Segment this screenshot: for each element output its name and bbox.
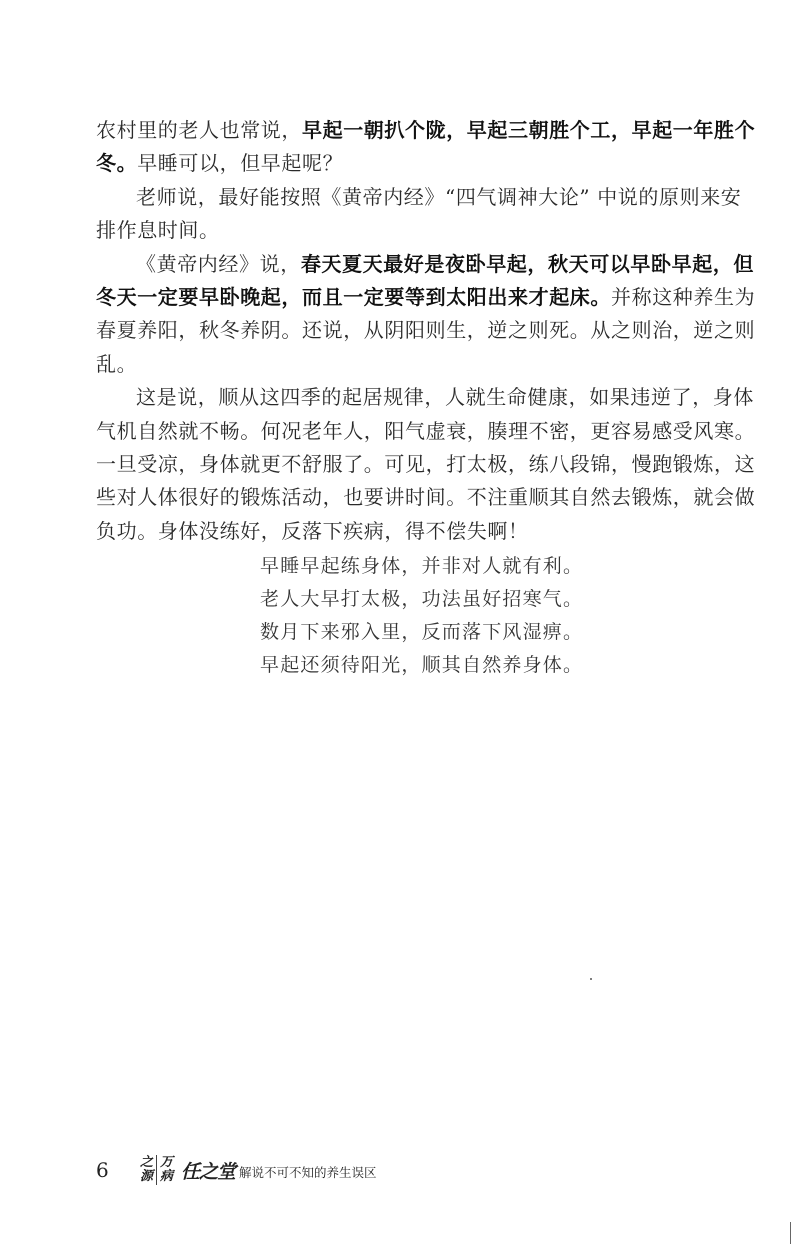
series-logo-char: 源 [140,1169,154,1184]
series-logo-char: 之 [140,1155,154,1170]
series-logo-right [160,1156,173,1184]
series-logo-script: 任之堂 [181,1160,236,1183]
series-logo-char: 万 [160,1155,174,1170]
paragraph-3 [96,248,756,382]
paragraph-1-segment-3: 早睡可以，但早起呢？ [137,151,344,176]
poem-line-4: 早起还须待阳光，顺其自然养身体。 [260,654,584,676]
paragraph-3-bold-rule: 春天夏天最好是夜卧早起，秋天可以早卧早起，但冬天一定要早卧晚起，而且一定要等到太阳出来才起床。 [96,251,755,310]
paragraph-4 [96,381,756,548]
paragraph-1 [96,114,756,181]
paragraph-2-segment-1: 老师说，最好能按照《黄帝内经》“四气调神大论” 中说的原则来安排作息时间。 [96,184,742,243]
paragraph-2 [96,181,756,248]
scan-speck [590,978,592,980]
paragraph-3-segment-1: 《黄帝内经》说， [136,251,301,276]
series-logo-char: 病 [160,1169,174,1184]
poem-verse [260,550,740,682]
paragraph-4-segment-1: 这是说，顺从这四季的起居规律，人就生命健康，如果违逆了，身体气机自然就不畅。何况老年人，阳气虚衰，腠理不密，更容易感受风寒。一旦受凉，身体就更不舒服了。可见，打太极，练八段锦，慢跑锻炼，这些对人体很好的锻炼活动，也要讲时间。不注重顺其自然去锻炼，就会做负功。身体没练好，反落下疾病，得不偿失啊！ [96,385,756,543]
paragraph-1-bold-proverb: 早起一朝扒个陇，早起三朝胜个工，早起一年胜个冬。 [96,118,756,176]
body-text [96,114,756,548]
poem-line-1: 早睡早起练身体，并非对人就有利。 [260,555,584,577]
paragraph-3-segment-3: 并称这种养生为春夏养阳，秋冬养阴。还说，从阴阳则生，逆之则死。从之则治，逆之则乱。 [96,285,756,376]
poem-line-2: 老人大早打太极，功法虽好招寒气。 [260,588,584,610]
series-logo-left [140,1156,153,1184]
page-number: 6 [96,1158,109,1182]
series-logo-divider [156,1155,157,1185]
page-edge-mark [790,1222,791,1244]
series-logo [140,1150,377,1190]
poem-line-3: 数月下来邪入里，反而落下风湿痹。 [260,621,584,643]
book-title: 解说不可不知的养生误区 [239,1165,377,1180]
page-footer [96,1150,377,1190]
paragraph-1-segment-1: 农村里的老人也常说， [96,118,302,142]
